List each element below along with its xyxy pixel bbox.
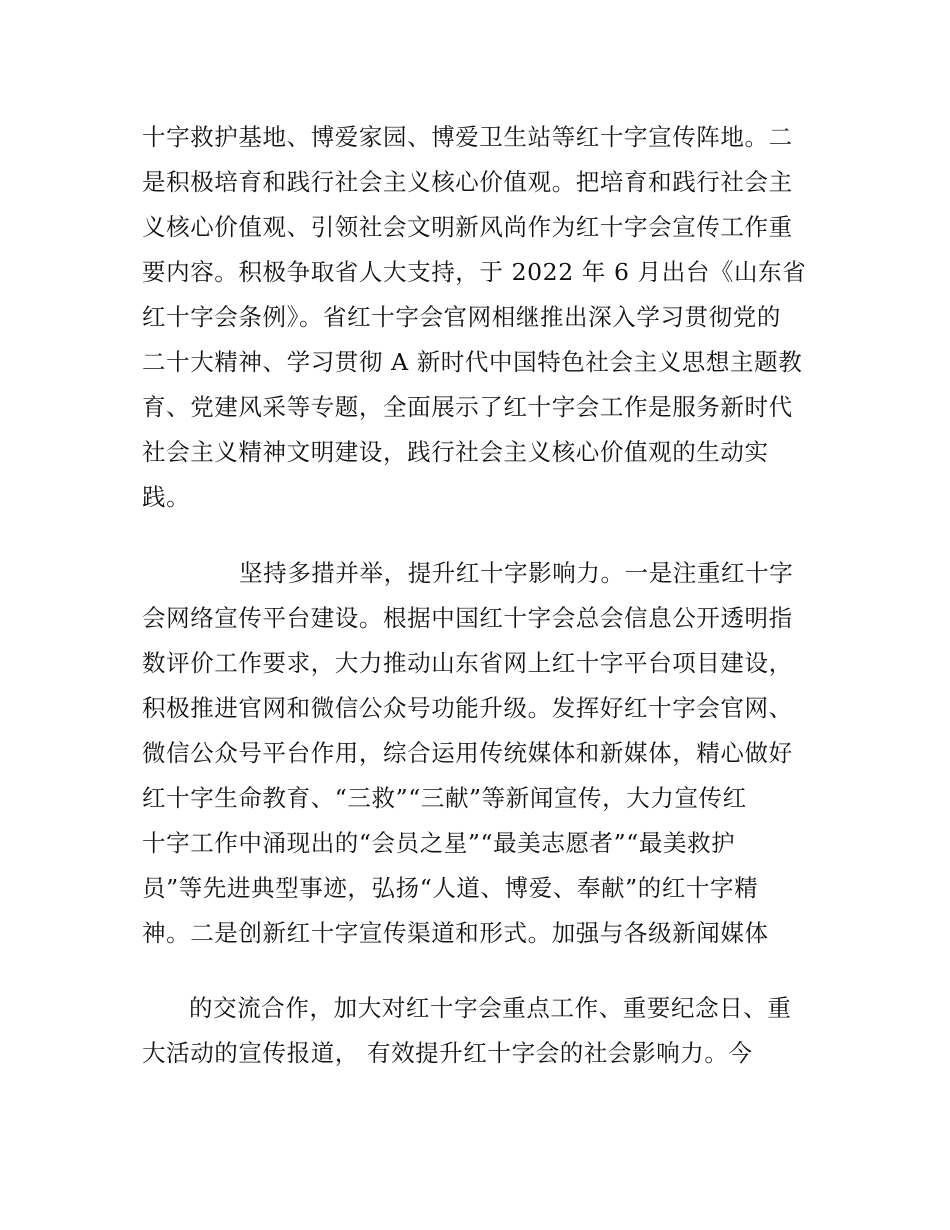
text-line: 红十字会条例》。省红十字会官网相继推出深入学习贯彻党的: [142, 303, 781, 331]
paragraph-2: [142, 551, 822, 956]
paragraph-1: [142, 115, 822, 520]
paragraph-heading-line: 坚持多措并举，提升红十字影响力。一是注重红十字: [239, 559, 794, 587]
text-line: 是积极培育和践行社会主义核心价值观。把培育和践行社会主: [142, 168, 793, 196]
text-line: 义核心价值观、引领社会文明新风尚作为红十字会宣传工作重: [142, 213, 793, 241]
text-line: 十字救护基地、博爱家园、博爱卫生站等红十字宣传阵地。二: [142, 123, 793, 151]
text-line: 十字工作中涌现出的“会员之星”“最美志愿者”“最美救护: [142, 829, 736, 857]
text-line: 数评价工作要求，大力推动山东省网上红十字平台项目建设，: [142, 649, 793, 677]
text-line: 育、党建风采等专题，全面展示了红十字会工作是服务新时代: [142, 393, 793, 421]
text-line: 微信公众号平台作用，综合运用传统媒体和新媒体，精心做好: [142, 739, 793, 767]
text-line: 红十字生命教育、“三救”“三献”等新闻宣传，大力宣传红: [142, 784, 747, 812]
text-line: 神。二是创新红十字宣传渠道和形式。加强与各级新闻媒体: [142, 919, 769, 947]
text-line: 社会主义精神文明建设，践行社会主义核心价值观的生动实: [142, 438, 769, 466]
text-line: 的交流合作，加大对红十字会重点工作、重要纪念日、重: [189, 994, 792, 1022]
text-line: 要内容。积极争取省人大支持，于 2022 年 6 月出台《山东省: [142, 258, 807, 286]
text-line: 大活动的宣传报道， 有效提升红十字会的社会影响力。今: [142, 1039, 753, 1067]
text-line: 员”等先进典型事迹，弘扬“人道、博爱、奉献”的红十字精: [142, 874, 759, 902]
text-line: 二十大精神、学习贯彻 A 新时代中国特色社会主义思想主题教: [142, 348, 803, 376]
text-line: 积极推进官网和微信公众号功能升级。发挥好红十字会官网、: [142, 694, 793, 722]
text-line: 践。: [142, 483, 191, 511]
paragraph-3: [142, 986, 822, 1076]
text-line: 会网络宣传平台建设。根据中国红十字会总会信息公开透明指: [142, 604, 793, 632]
